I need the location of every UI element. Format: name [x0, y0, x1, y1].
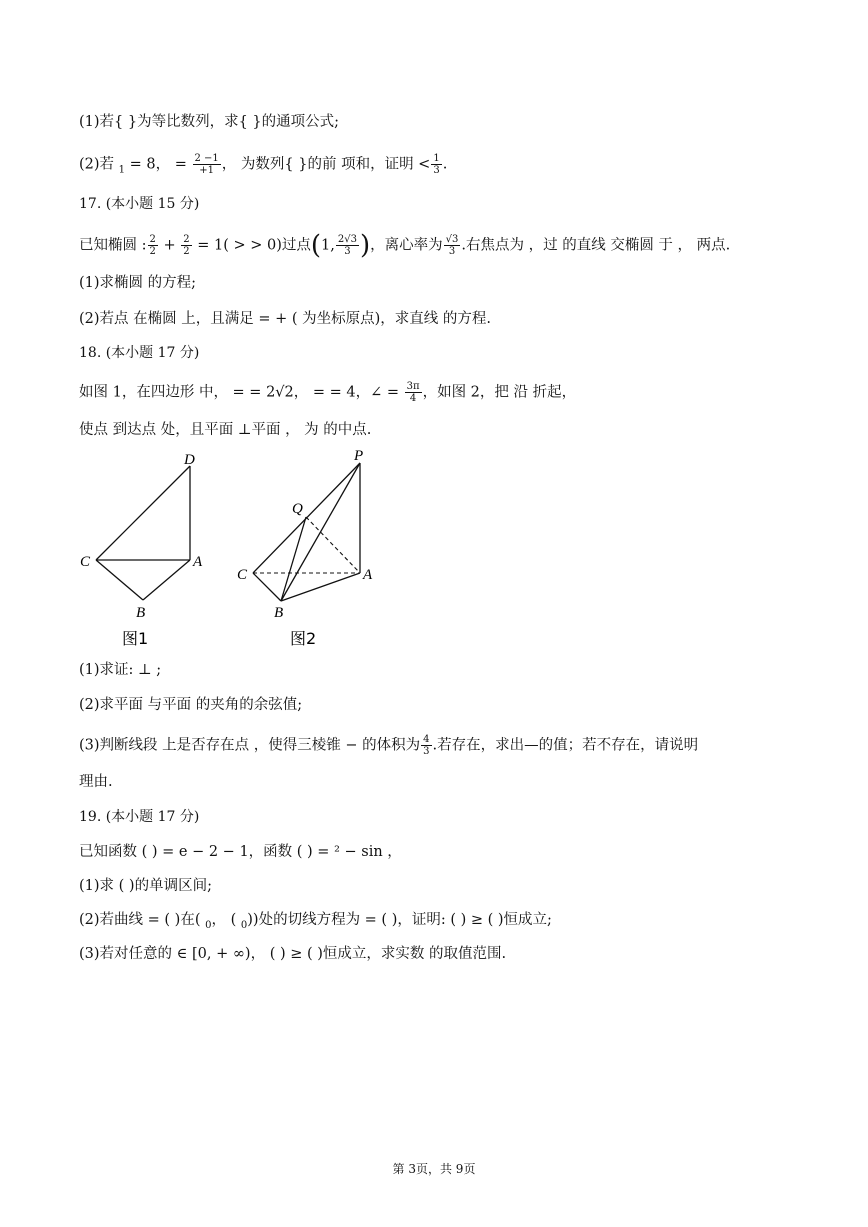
fig2-edge-bq: [281, 517, 306, 601]
q18-stem-line1: [79, 381, 576, 404]
figure-1: [70, 448, 220, 653]
q17-frac1-den: 2: [149, 246, 156, 257]
q16-fraction2-den: 3: [433, 165, 440, 176]
q18-angle-frac: [405, 381, 422, 404]
q18-part2: (2)求平面 与平面 的夹角的余弦值;: [79, 697, 303, 713]
q16-part2-sub: 1: [118, 164, 126, 176]
fig1-label-d: D: [184, 452, 195, 468]
q18-volume-frac-den: 3: [423, 746, 430, 757]
q17-point-frac-den: 3: [344, 246, 351, 257]
q17-stem: [79, 230, 731, 261]
q16-part2-text-a: (2)若: [79, 156, 119, 173]
q18-part1: (1)求证: ⊥ ;: [79, 662, 162, 678]
q19-part2-sub1: 0: [205, 919, 212, 931]
q16-part2-text-b: = 8， =: [125, 156, 192, 173]
fig2-label-p: P: [354, 448, 364, 464]
q18-part3: [79, 734, 698, 757]
fig1-label-c: C: [80, 554, 91, 570]
q18-stem-a: 如图 1，在四边形 中， = = 2√2， = = 4，∠ =: [79, 384, 404, 401]
q17-stem-c: ，离心率为: [370, 237, 443, 254]
q17-plus: +: [158, 237, 181, 254]
figure-2: [230, 445, 390, 653]
q19-part3: (3)若对任意的 ∈ [0, + ∞)， ( ) ≥ ( )恒成立，求实数 的取值范围.: [79, 946, 507, 962]
q16-fraction-den: +1: [199, 165, 215, 176]
fig2-edge-cb: [253, 573, 281, 601]
q19-part2-c: ))处的切线方程为 = ( )，证明: ( ) ≥ ( )恒成立;: [247, 912, 552, 928]
q17-frac1: [148, 234, 158, 257]
q17-ecc-frac-num: √3: [445, 234, 459, 245]
q17-point-frac: [336, 234, 359, 257]
q16-fraction: [193, 153, 221, 176]
q17-point-frac-num: 2√3: [337, 234, 357, 245]
q17-point-a: 1,: [321, 237, 335, 254]
q18-part3-cont: 理由.: [79, 774, 113, 790]
q19-part2-a: (2)若曲线 = ( )在(: [79, 912, 206, 928]
fig2-edge-ba: [281, 573, 360, 601]
fig2-label-c: C: [237, 567, 248, 583]
q18-volume-frac-num: 4: [423, 734, 430, 745]
q19-part2-sub2: 0: [240, 919, 248, 931]
q19-stem: 已知函数 ( ) = e − 2 − 1，函数 ( ) = ² − sin ，: [79, 844, 402, 860]
q16-fraction2-num: 1: [433, 153, 440, 164]
q17-heading: 17. (本小题 15 分): [79, 196, 200, 212]
q19-part2: [79, 910, 552, 936]
fig2-edge-qa-hidden: [306, 517, 360, 573]
fig1-label-b: B: [136, 605, 146, 621]
q17-paren-open: (: [310, 230, 322, 261]
fig1-label-a: A: [193, 554, 203, 570]
fig2-label-q: Q: [292, 501, 303, 517]
q17-frac1-num: 2: [149, 234, 156, 245]
q18-part3-a: (3)判断线段 上是否存在点 ，使得三棱锥 − 的体积为: [79, 737, 421, 754]
fig1-edge-cb: [96, 560, 143, 600]
q17-part1: (1)求椭圆 的方程;: [79, 275, 197, 291]
q17-stem-b: = 1( > > 0)过点: [192, 237, 311, 254]
page-footer: 第 3页，共 9页: [392, 1162, 476, 1176]
q16-part2-text-c: ， 为数列{ }的前 项和，证明 <: [221, 156, 431, 173]
q16-fraction-num: 2 −1: [194, 153, 219, 164]
q16-part2-text-d: .: [442, 156, 448, 173]
q17-frac2: [181, 234, 191, 257]
q18-volume-frac: [421, 734, 431, 757]
q17-stem-a: 已知椭圆 :: [79, 237, 147, 254]
q17-ecc-frac-den: 3: [448, 246, 456, 257]
q18-heading: 18. (本小题 17 分): [79, 345, 200, 361]
q17-paren-close: ): [360, 230, 371, 261]
q17-ecc-frac: [444, 234, 461, 257]
q18-angle-frac-den: 4: [409, 393, 417, 404]
fig1-edge-cd: [96, 466, 190, 560]
fig2-label-a: A: [363, 567, 373, 583]
q18-part3-b: .若存在，求出—的值；若不存在，请说明: [432, 737, 699, 754]
fig1-caption: 图1: [122, 629, 149, 648]
fig2-caption: 图2: [290, 629, 317, 648]
q19-heading: 19. (本小题 17 分): [79, 809, 200, 825]
q16-part2: [79, 153, 447, 180]
fig2-label-b: B: [274, 605, 284, 621]
q17-frac2-den: 2: [183, 246, 190, 257]
q19-part1: (1)求 ( )的单调区间;: [79, 878, 212, 894]
fig1-edge-ba: [143, 560, 190, 600]
q16-fraction2: [431, 153, 441, 176]
q18-angle-frac-num: 3π: [406, 381, 420, 392]
q16-part1: (1)若{ }为等比数列，求{ }的通项公式;: [79, 114, 340, 130]
q17-part2: (2)若点 在椭圆 上，且满足 = + ( 为坐标原点)，求直线 的方程.: [79, 311, 492, 327]
q19-part2-b: ， (: [211, 912, 241, 928]
q17-frac2-num: 2: [183, 234, 190, 245]
q18-stem-b: ，如图 2，把 沿 折起，: [422, 384, 577, 401]
q17-stem-d: .右焦点为 ，过 的直线 交椭圆 于 ， 两点.: [461, 237, 731, 254]
q18-stem-line2: 使点 到达点 处，且平面 ⊥平面 ， 为 的中点.: [79, 422, 372, 438]
